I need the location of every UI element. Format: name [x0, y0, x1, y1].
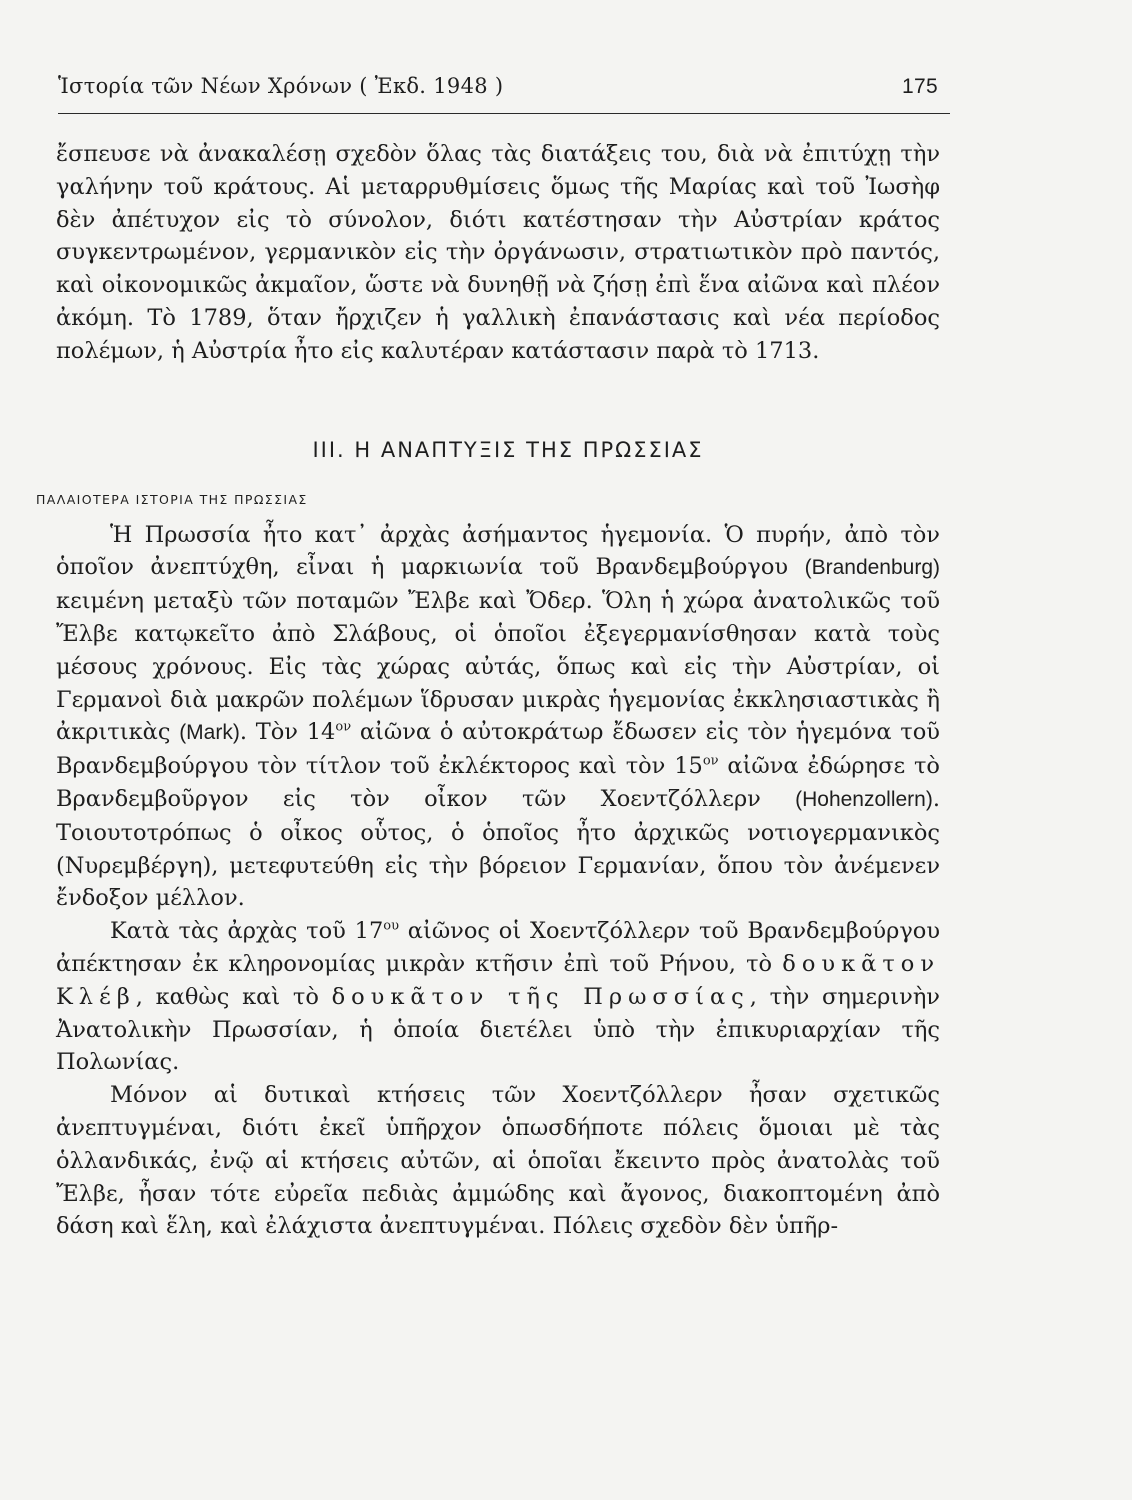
spaced-term-kleve: δουκᾶτον Κλέβ [56, 950, 940, 1010]
page-number: 175 [902, 75, 938, 98]
text-run: . Τοιουτοτρόπως ὁ οἶκος οὗτος, ὁ ὁποῖος ἦτο ἀρχικῶς νοτιογερμανικὸς (Νυρεμβέργη), μετεφυτεύθη εἰς τὴν βόρειον Γερμανίαν, ὅπου τὸν ἀνέμενεν ἔνδοξον μέλλον. [56, 785, 940, 912]
paragraph-western-lands: Μόνον αἱ δυτικαὶ κτήσεις τῶν Χοεντζόλλερν ἦσαν σχετικῶς ἀνεπτυγμέναι, διότι ἐκεῖ ὑπῆρχον ὁπωσδήποτε πόλεις ὅμοιαι μὲ τὰς ὁλλανδικάς, ἐνῷ αἱ κτήσεις αὐτῶν, αἱ ὁποῖαι ἔκειντο πρὸς ἀνατολὰς τοῦ Ἔλβε, ἦσαν τότε εὐρεῖα πεδιὰς ἀμμώδης καὶ ἄγονος, διακοπτομένη ἀπὸ δάση καὶ ἕλη, καὶ ἐλάχιστα ἀνεπτυγμέναι. Πόλεις σχεδὸν δὲν ὑπῆρ- [56, 1082, 940, 1240]
body-text [36, 138, 941, 1243]
side-heading: ΠΑΛΑΙΟΤΕΡΑ ΙΣΤΟΡΙΑ ΤΗΣ ΠΡΩΣΣΙΑΣ [36, 491, 308, 507]
text-run: Κατὰ τὰς ἀρχὰς τοῦ 17 [110, 918, 384, 945]
superscript: ον [702, 753, 719, 769]
running-title: Ἱστορία τῶν Νέων Χρόνων ( Ἐκδ. 1948 ) [58, 74, 504, 98]
paragraph-prussia-origins [56, 519, 940, 916]
latin-term-brandenburg: (Brandenburg) [804, 556, 941, 580]
section-title: III. Η ΑΝΑΠΤΥΞΙΣ ΤΗΣ ΠΡΩΣΣΙΑΣ [312, 437, 704, 462]
text-run: , καθὼς καὶ τὸ [135, 983, 332, 1010]
header-rule [58, 113, 950, 114]
running-header [58, 74, 938, 99]
text-run: αἰῶνα ἐδώρησε τὸ Βρανδεμβοῦργον εἰς τὸν οἶκον τῶν Χοεντζόλλερν [56, 753, 940, 812]
superscript: ου [383, 918, 399, 934]
text-run: , τὴν σημερινὴν Ἀνατολικὴν Πρωσσίαν, ἡ ὁποία διετέλει ὑπὸ τὴν ἐπικυριαρχίαν τῆς Πολωνίας. [56, 983, 940, 1076]
latin-term-mark: (Mark) [179, 721, 240, 745]
paragraph-continued: ἔσπευσε νὰ ἀνακαλέσῃ σχεδὸν ὅλας τὰς διατάξεις του, διὰ νὰ ἐπιτύχῃ τὴν γαλήνην τοῦ κράτους. Αἱ μεταρρυθμίσεις ὅμως τῆς Μαρίας καὶ τοῦ Ἰωσὴφ δὲν ἀπέτυχον εἰς τὸ σύνολον, διότι κατέστησαν τὴν Αὐστρίαν κράτος συγκεντρωμένον, γερμανικὸν εἰς τὴν ὀργάνωσιν, στρατιωτικὸν πρὸ παντός, καὶ οἰκονομικῶς ἀκμαῖον, ὥστε νὰ δυνηθῇ νὰ ζήσῃ ἐπὶ ἕνα αἰῶνα καὶ πλέον ἀκόμη. Τὸ 1789, ὅταν ἤρχιζεν ἡ γαλλικὴ ἐπανάστασις καὶ νέα περίοδος πολέμων, ἡ Αὐστρία ἦτο εἰς καλυτέραν κατάστασιν παρὰ τὸ 1713. [56, 141, 940, 364]
text-run: αἰῶνα ὁ αὐτοκράτωρ ἔδωσεν εἰς τὸν ἡγεμόνα τοῦ Βρανδεμβούργου τὸν τίτλον τοῦ ἐκλέκτορος καὶ τὸν 15 [56, 719, 940, 780]
text-run: κειμένη μεταξὺ τῶν ποταμῶν Ἔλβε καὶ Ὄδερ. Ὅλη ἡ χώρα ἀνατολικῶς τοῦ Ἔλβε κατῳκεῖτο ἀπὸ Σλάβους, οἱ ὁποῖοι ἐξεγερμανίσθησαν κατὰ τοὺς μέσους χρόνους. Εἰς τὰς χώρας αὐτάς, ὅπως καὶ εἰς τὴν Αὐστρίαν, οἱ Γερμανοὶ διὰ μακρῶν πολέμων ἵδρυσαν μικρὰς ἡγεμονίας ἐκκλησιαστικὰς ἢ ἀκριτικὰς [56, 588, 940, 746]
superscript: ον [335, 719, 352, 735]
text-run: . Τὸν 14 [239, 719, 336, 746]
latin-term-hohenzollern: (Hohenzollern) [795, 787, 933, 811]
text-run: Ἡ Πρωσσία ἦτο κατ᾿ ἀρχὰς ἀσήμαντος ἡγεμονία. Ὁ πυρήν, ἀπὸ τὸν ὁποῖον ἀνεπτύχθη, εἶναι ἡ μαρκιωνία τοῦ Βρανδεμβούργου [56, 521, 940, 581]
paragraph-acquisitions [56, 915, 940, 1079]
spaced-term-prussia: δουκᾶτον τῆς Πρωσσίας [331, 983, 750, 1010]
text-run: αἰῶνος οἱ Χοεντζόλλερν τοῦ Βρανδεμβούργου ἀπέκτησαν ἐκ κληρονομίας μικρὰν κτῆσιν ἐπὶ τοῦ Ρήνου, τὸ [56, 918, 941, 977]
